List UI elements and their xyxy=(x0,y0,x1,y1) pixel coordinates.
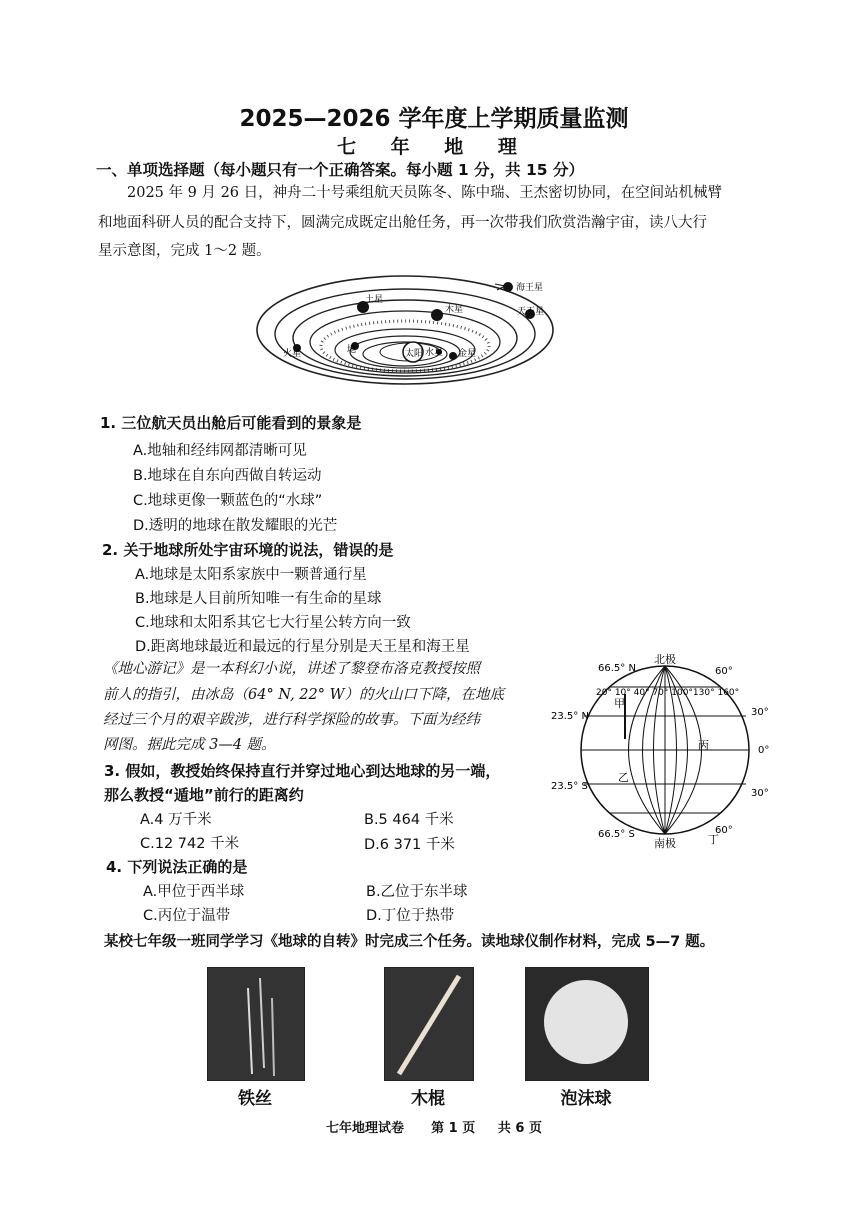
intro-line-1: 2025 年 9 月 26 日，神舟二十号乘组航天员陈冬、陈中瑞、王杰密切协同，在空间站机械臂 xyxy=(127,185,723,201)
neptune-label: 海王星 xyxy=(516,283,544,293)
jupiter-label: 木星 xyxy=(445,305,464,315)
q1-option-a[interactable]: A.地轴和经纬网都清晰可见 xyxy=(133,443,307,459)
intro-line-3: 星示意图，完成 1～2 题。 xyxy=(98,243,271,259)
q4-option-a[interactable]: A.甲位于西半球 xyxy=(143,884,245,900)
south-pole-label: 南极 xyxy=(654,837,676,850)
north-pole-label: 北极 xyxy=(654,653,676,666)
lat-right-0: 0° xyxy=(758,745,770,756)
intro2-line-3: 经过三个月的艰辛跋涉，进行科学探险的故事。下面为经纬 xyxy=(103,712,480,728)
lat-label-66n: 66.5° N xyxy=(598,663,636,674)
point-bing: 丙 xyxy=(698,739,709,752)
exam-title: 2025—2026 学年度上学期质量监测 xyxy=(239,106,629,132)
intro2-line-4: 网图。据此完成 3—4 题。 xyxy=(103,737,276,753)
lat-right-30s: 30° xyxy=(751,788,769,799)
section-heading: 一、单项选择题（每小题只有一个正确答案。每小题 1 分，共 15 分） xyxy=(96,161,584,179)
sun-label: 太阳 xyxy=(405,349,424,359)
q1-option-d[interactable]: D.透明的地球在散发耀眼的光芒 xyxy=(133,518,338,534)
exam-subtitle: 七 年 地 理 xyxy=(337,136,531,158)
mars-label: 火星 xyxy=(283,349,302,359)
saturn-label: 土星 xyxy=(365,295,384,305)
q1-option-b[interactable]: B.地球在自东向西做自转运动 xyxy=(133,468,322,484)
foam-ball-photo xyxy=(525,967,649,1081)
footer-page: 第 1 页 xyxy=(431,1121,476,1136)
lat-label-23s: 23.5° S xyxy=(551,781,588,792)
q3-option-d[interactable]: D.6 371 千米 xyxy=(364,837,455,853)
lon-labels: 20° 10° 40° 70° 100°130° 160° xyxy=(596,688,740,698)
material-caption-2: 木棍 xyxy=(411,1089,445,1109)
footer-exam: 七年地理试卷 xyxy=(325,1121,404,1136)
q3-stem-2: 那么教授“遁地”前行的距离约 xyxy=(104,786,304,804)
graticule-globe xyxy=(548,647,778,852)
q1-stem: 1. 三位航天员出舱后可能看到的景象是 xyxy=(100,414,362,432)
intro-line-2: 和地面科研人员的配合支持下，圆满完成既定出舱任务，再一次带我们欣赏浩瀚宇宙，读八大行 xyxy=(98,215,707,231)
q4-option-c[interactable]: C.丙位于温带 xyxy=(143,908,231,924)
q2-option-c[interactable]: C.地球和太阳系其它七大行星公转方向一致 xyxy=(135,615,411,631)
q3-stem-1: 3. 假如，教授始终保持直行并穿过地心到达地球的另一端， xyxy=(104,762,501,780)
intro3: 某校七年级一班同学学习《地球的自转》时完成三个任务。读地球仪制作材料，完成 5—7 题。 xyxy=(104,934,715,950)
iron-wire-photo xyxy=(207,967,305,1081)
uranus-label: 天王星 xyxy=(517,307,545,317)
mercury-label: 水星 xyxy=(425,348,444,358)
solar-system-diagram xyxy=(255,272,565,387)
lat-label-23n: 23.5° N xyxy=(551,711,589,722)
lat-right-30n: 30° xyxy=(751,707,769,718)
intro2-line-2: 前人的指引，由冰岛（64° N, 22° W）的火山口下降，在地底 xyxy=(103,687,504,703)
q2-option-a[interactable]: A.地球是太阳系家族中一颗普通行星 xyxy=(135,567,367,583)
venus-label: 金星 xyxy=(458,349,477,359)
q4-option-d[interactable]: D.丁位于热带 xyxy=(366,908,455,924)
point-jia: 甲 xyxy=(614,697,625,710)
footer-total: 共 6 页 xyxy=(497,1121,543,1136)
wooden-stick-photo xyxy=(384,967,474,1081)
intro2-line-1: 《地心游记》是一本科幻小说，讲述了黎登布洛克教授按照 xyxy=(103,661,480,677)
lat-right-60s: 60° xyxy=(715,825,733,836)
q2-option-b[interactable]: B.地球是人目前所知唯一有生命的星球 xyxy=(135,591,382,607)
q4-stem: 4. 下列说法正确的是 xyxy=(106,858,248,876)
lat-right-60n: 60° xyxy=(715,666,733,677)
venus xyxy=(449,352,457,360)
material-caption-1: 铁丝 xyxy=(238,1089,272,1109)
page-footer xyxy=(0,1117,868,1136)
q3-option-b[interactable]: B.5 464 千米 xyxy=(364,812,454,828)
q2-stem: 2. 关于地球所处宇宙环境的说法，错误的是 xyxy=(102,541,394,559)
q4-option-b[interactable]: B.乙位于东半球 xyxy=(366,884,468,900)
material-caption-3: 泡沫球 xyxy=(560,1089,612,1109)
earth-label: 地 xyxy=(347,345,357,355)
q2-option-d[interactable]: D.距离地球最近和最远的行星分别是天王星和海王星 xyxy=(135,639,470,655)
q3-option-c[interactable]: C.12 742 千米 xyxy=(140,836,240,852)
point-yi: 乙 xyxy=(618,771,629,784)
neptune xyxy=(503,282,513,292)
q1-option-c[interactable]: C.地球更像一颗蓝色的“水球” xyxy=(133,493,323,509)
q3-option-a[interactable]: A.4 万千米 xyxy=(140,812,212,828)
point-ding: 丁 xyxy=(708,833,719,846)
jupiter xyxy=(431,309,443,321)
lat-label-66s: 66.5° S xyxy=(598,829,635,840)
